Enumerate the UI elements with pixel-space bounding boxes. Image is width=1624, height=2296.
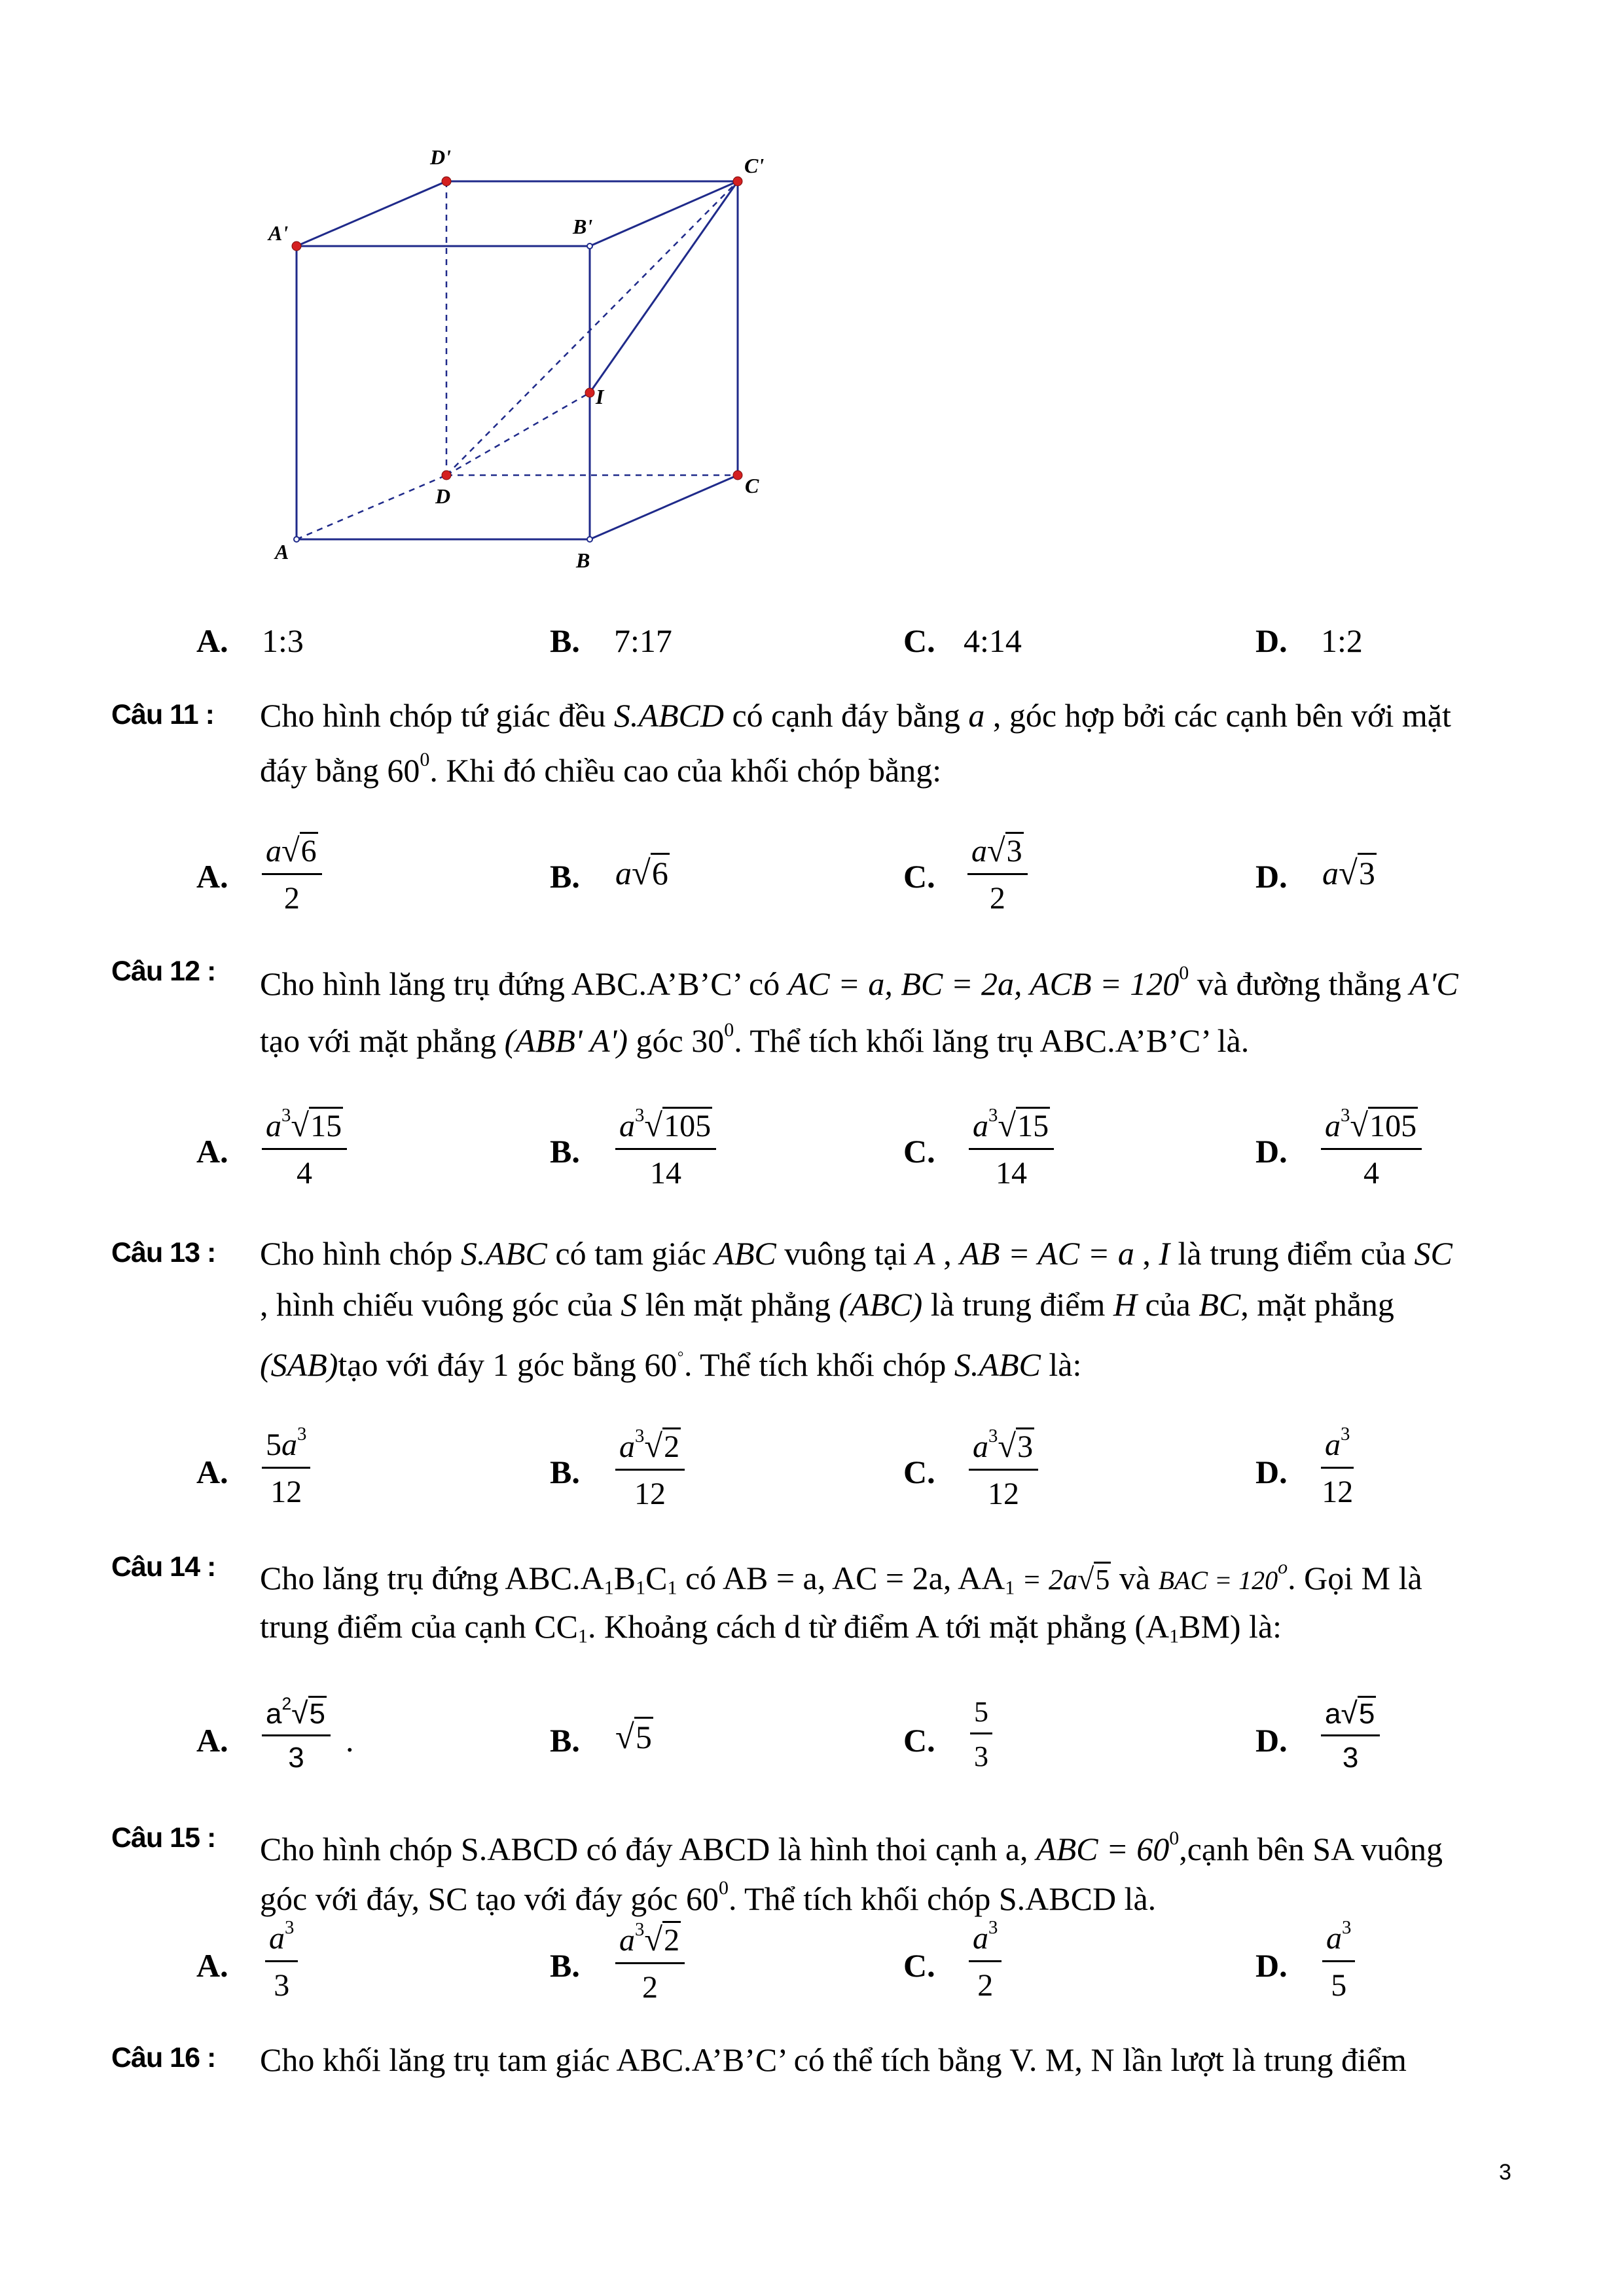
q14-option-a-letter: A. [196,1722,228,1759]
q14-text-line2: trung điểm của cạnh $CC_1$. Khoảng cách d từ điểm A tới mặt phẳng $(A_1BM)$ là: [260,1608,1282,1647]
q14-option-b[interactable]: √5 [615,1718,652,1756]
cube-figure [249,131,785,589]
q13-text-line1: Cho hình chóp S.ABC có tam giác ABC vuông tại A , AB = AC = a , I là trung điểm của SC [260,1235,1453,1272]
hidden-edge-D-I [446,393,590,475]
q11-text-line2: đáy bằng $60^0$. Khi đó chiều cao của khối chóp bằng: [260,749,942,789]
point-A1 [292,242,301,251]
q12-option-d[interactable]: $a^3√105$ 4 [1321,1106,1422,1191]
q15-option-b-letter: B. [550,1947,580,1984]
point-I [585,388,594,397]
q16-text-line1: Cho khối lăng trụ tam giác ABC.A’B’C’ có thể tích bằng V. M, N lần lượt là trung điểm [260,2041,1407,2078]
q11-option-d-letter: D. [1255,858,1288,895]
point-D [442,471,451,480]
edge-B-C [590,475,738,539]
label-C1: C' [744,154,765,177]
q14-option-a[interactable]: $a^2√5$ 3 [262,1695,331,1774]
q10-option-d[interactable]: 1:2 [1321,622,1363,659]
q12-option-a[interactable]: $a^3√15$ 4 [262,1106,347,1191]
q11-option-c-letter: C. [903,858,935,895]
label-C: C [745,474,759,497]
q14-option-d-letter: D. [1255,1722,1288,1759]
q14-text-line1: Cho lăng trụ đứng $ABC.A_1B_1C_1$ có AB = a, AC = 2a, $AA_1 = 2a√5$ và BAC = $120^o$. Gọi M là [260,1556,1422,1599]
q11-option-b[interactable]: a√6 [615,854,668,892]
q13-option-b[interactable]: $a^3√2$ 12 [615,1427,685,1512]
q14-option-a-period: . [346,1722,354,1759]
q15-text-line1: Cho hình chóp S.ABCD có đáy ABCD là hình thoi cạnh a, ABC = $60^0,cạnh$ bên SA vuông [260,1827,1443,1867]
q15-option-d-letter: D. [1255,1947,1288,1984]
q11-option-d[interactable]: a√3 [1322,854,1375,892]
label-A1: A' [268,221,289,245]
point-C1 [733,177,742,186]
q15-option-a-letter: A. [196,1947,228,1984]
q13-option-c[interactable]: $a^3√3$ 12 [969,1427,1038,1512]
q12-option-c[interactable]: $a^3√15$ 14 [969,1106,1054,1191]
q14-option-d[interactable]: a√5 3 [1321,1695,1380,1774]
q11-text-line1: Cho hình chóp tứ giác đều S.ABCD có cạnh đáy bằng a , góc hợp bởi các cạnh bên với mặt [260,697,1451,734]
edge-A1-D1 [297,181,446,246]
q10-option-a[interactable]: 1:3 [262,622,304,659]
q12-option-d-letter: D. [1255,1133,1288,1170]
q13-option-a[interactable]: $5a^3$ 12 [262,1427,310,1510]
q14-option-b-letter: B. [550,1722,580,1759]
hidden-edge-A-D [297,475,446,539]
q13-text-line3: (SAB)tạo với đáy 1 góc bằng 60◦. Thể tích khối chóp S.ABC là: [260,1343,1082,1383]
q12-option-b[interactable]: $a^3√105$ 14 [615,1106,716,1191]
q15-option-d[interactable]: $a^3$ 5 [1322,1920,1355,2003]
point-C [733,471,742,480]
q11-label: Câu 11 : [111,699,214,730]
point-A [294,537,299,542]
label-D: D [435,484,451,508]
q10-option-d-letter: D. [1255,622,1288,659]
q15-option-b[interactable]: $a^3√2$ 2 [615,1920,685,2005]
q15-option-c-letter: C. [903,1947,935,1984]
q13-option-b-letter: B. [550,1454,580,1490]
q11-option-a[interactable]: a√6 2 [262,831,322,916]
q12-text-line1: Cho hình lăng trụ đứng ABC.A’B’C’ có AC = a, BC = 2a, ACB = $120^0$ và đường thẳng A'C [260,962,1458,1002]
q10-option-c-letter: C. [903,622,935,659]
q14-option-c[interactable]: 5 3 [970,1695,992,1773]
label-D1: D' [430,145,451,169]
q13-option-c-letter: C. [903,1454,935,1490]
q10-option-c[interactable]: 4:14 [964,622,1022,659]
q14-label: Câu 14 : [111,1551,216,1583]
page-number: 3 [1499,2160,1511,2185]
point-B [587,537,592,542]
q10-option-b[interactable]: 7:17 [614,622,672,659]
label-B: B [576,548,590,572]
label-B1: B' [573,215,593,238]
q13-option-d-letter: D. [1255,1454,1288,1490]
q13-option-a-letter: A. [196,1454,228,1490]
q10-option-a-letter: A. [196,622,228,659]
q10-option-b-letter: B. [550,622,580,659]
q12-option-a-letter: A. [196,1133,228,1170]
label-I: I [596,385,604,408]
point-D1 [442,177,451,186]
q16-label: Câu 16 : [111,2042,216,2073]
q12-option-c-letter: C. [903,1133,935,1170]
q13-option-d[interactable]: $a^3$ 12 [1322,1423,1354,1509]
point-B1 [587,243,592,249]
q15-option-a[interactable]: $a^3$ 3 [265,1920,298,2003]
q14-option-c-letter: C. [903,1722,935,1759]
q11-option-a-letter: A. [196,858,228,895]
q13-label: Câu 13 : [111,1237,216,1268]
q15-text-line2: góc với đáy, SC tạo với đáy góc $60^0$. Thể tích khối chóp S.ABCD là. [260,1877,1157,1917]
q12-text-line2: tạo với mặt phẳng (ABB' A') góc $30^0$. Thể tích khối lăng trụ ABC.A’B’C’ là. [260,1019,1250,1059]
q11-option-b-letter: B. [550,858,580,895]
q12-option-b-letter: B. [550,1133,580,1170]
q13-text-line2: , hình chiếu vuông góc của S lên mặt phẳng (ABC) là trung điểm H của BC, mặt phẳng [260,1286,1394,1323]
q15-label: Câu 15 : [111,1822,216,1854]
q12-label: Câu 12 : [111,956,216,987]
q11-option-c[interactable]: a√3 2 [967,831,1028,916]
label-A: A [275,540,289,564]
q15-option-c[interactable]: $a^3$ 2 [969,1920,1001,2003]
